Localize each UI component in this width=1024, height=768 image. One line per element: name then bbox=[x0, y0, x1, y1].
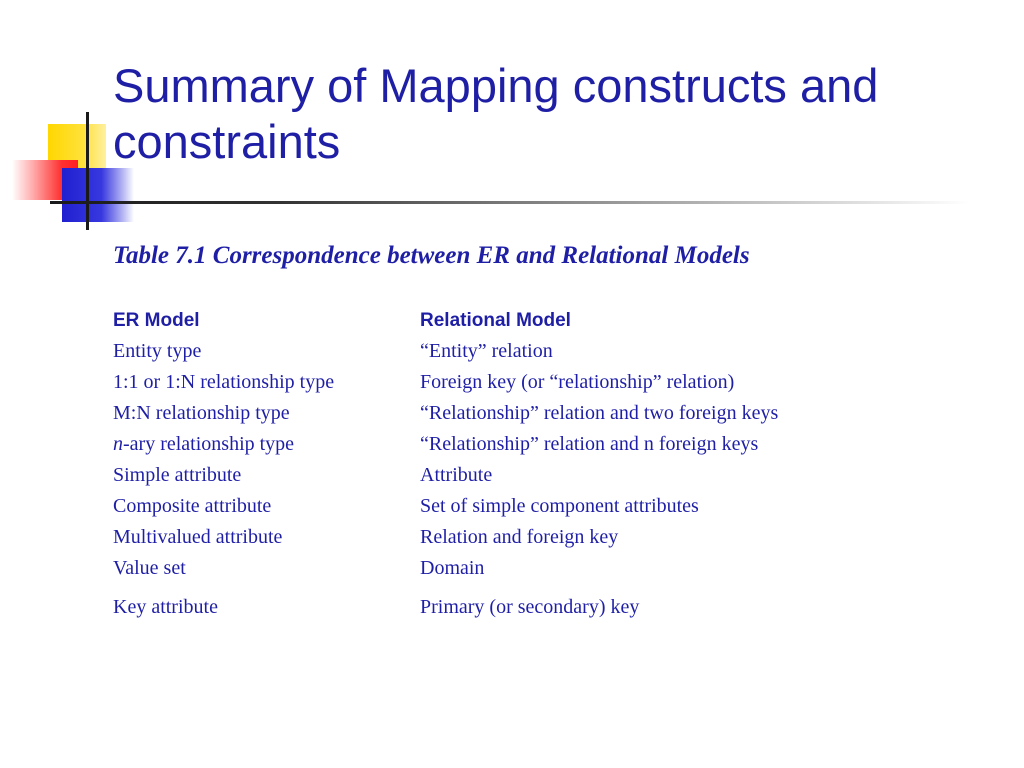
header-relational-model: Relational Model bbox=[420, 309, 571, 331]
relational-cell: Relation and foreign key bbox=[420, 526, 619, 548]
table-row bbox=[113, 429, 933, 460]
er-cell: Multivalued attribute bbox=[113, 526, 283, 548]
header-er-model: ER Model bbox=[113, 309, 200, 331]
er-cell: Composite attribute bbox=[113, 495, 272, 517]
slide-title: Summary of Mapping constructs and constraints bbox=[113, 59, 879, 168]
relational-cell: “Entity” relation bbox=[420, 340, 553, 362]
er-cell: Value set bbox=[113, 557, 186, 579]
er-cell: Entity type bbox=[113, 340, 202, 362]
table-caption: Table 7.1 Correspondence between ER and Relational Models bbox=[113, 242, 750, 269]
er-cell: Simple attribute bbox=[113, 464, 242, 486]
table-row bbox=[113, 460, 933, 491]
er-cell-italic-prefix: n bbox=[113, 433, 123, 455]
table-row bbox=[113, 491, 933, 522]
table-row bbox=[113, 336, 933, 367]
table-row bbox=[113, 367, 933, 398]
er-cell-text: -ary relationship type bbox=[123, 433, 295, 455]
relational-cell: “Relationship” relation and two foreign keys bbox=[420, 402, 779, 424]
er-cell: M:N relationship type bbox=[113, 402, 290, 424]
relational-cell: Set of simple component attributes bbox=[420, 495, 699, 517]
relational-cell: Attribute bbox=[420, 464, 493, 486]
blue-square-decoration bbox=[62, 168, 134, 222]
relational-cell: Primary (or secondary) key bbox=[420, 596, 640, 618]
title-underline bbox=[50, 201, 970, 204]
table-row bbox=[113, 553, 933, 584]
er-cell: 1:1 or 1:N relationship type bbox=[113, 371, 335, 393]
relational-cell: Domain bbox=[420, 557, 485, 579]
table-row bbox=[113, 522, 933, 553]
er-cell: Key attribute bbox=[113, 596, 218, 618]
relational-cell: Foreign key (or “relationship” relation) bbox=[420, 371, 735, 393]
er-cell bbox=[113, 433, 420, 456]
relational-cell: “Relationship” relation and n foreign keys bbox=[420, 433, 759, 455]
table-row bbox=[113, 592, 933, 623]
vertical-rule bbox=[86, 112, 89, 230]
table-row bbox=[113, 398, 933, 429]
correspondence-table bbox=[113, 305, 933, 623]
table-header-row bbox=[113, 305, 933, 336]
